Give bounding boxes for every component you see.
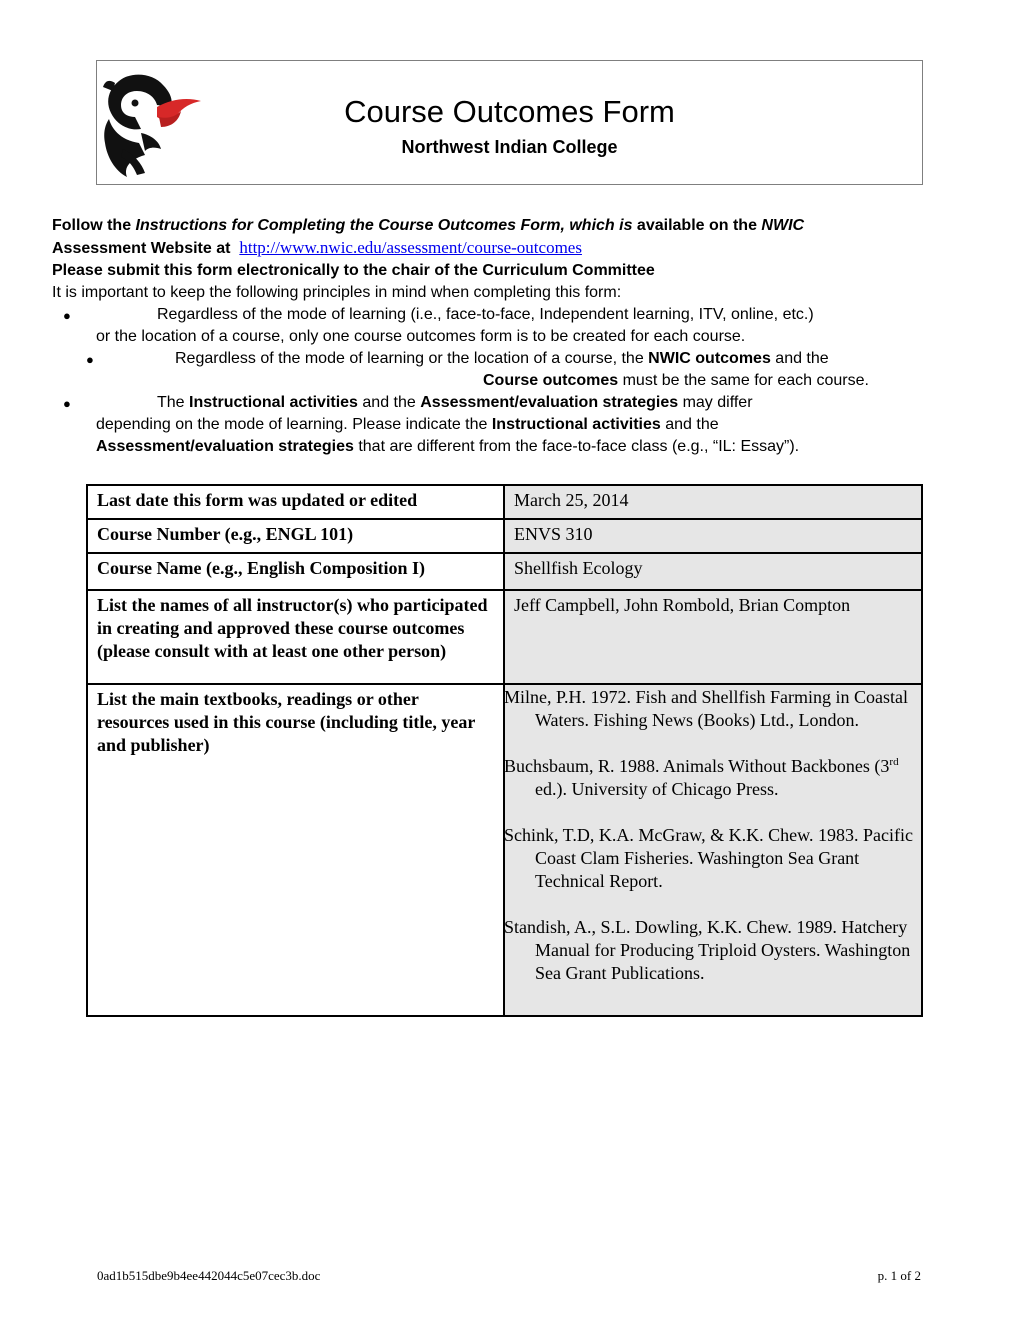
page-title: Course Outcomes Form bbox=[344, 94, 675, 129]
table-row bbox=[87, 485, 922, 519]
table-row bbox=[87, 519, 922, 553]
table-row bbox=[87, 590, 922, 684]
reference-item: Schink, T.D, K.A. McGraw, & K.K. Chew. 1983. Pacific Coast Clam Fisheries. Washington Sea Grant Technical Report. bbox=[504, 825, 913, 891]
assessment-website-link[interactable]: http://www.nwic.edu/assessment/course-outcomes bbox=[239, 238, 582, 257]
textbooks-label: List the main textbooks, readings or other resources used in this course (including title, year and publisher) bbox=[87, 684, 504, 1016]
footer-filename: 0ad1b515dbe9b4ee442044c5e07cec3b.doc bbox=[97, 1268, 321, 1283]
bullet-icon: ● bbox=[86, 352, 94, 367]
course-info-table bbox=[86, 484, 923, 1017]
course-number-value[interactable]: ENVS 310 bbox=[504, 519, 922, 553]
principles-intro: It is important to keep the following principles in mind when completing this form: bbox=[52, 284, 622, 301]
course-number-label: Course Number (e.g., ENGL 101) bbox=[87, 519, 504, 553]
submit-instructions: Please submit this form electronically to the chair of the Curriculum Committee bbox=[52, 262, 655, 279]
reference-item: Milne, P.H. 1972. Fish and Shellfish Farming in Coastal Waters. Fishing News (Books) Ltd., London. bbox=[504, 687, 909, 730]
principle-item-2: ● Regardless of the mode of learning or the location of a course, the NWIC outcomes and the Course outcomes must be the same for each course. bbox=[86, 350, 869, 389]
last-updated-label: Last date this form was updated or edited bbox=[87, 485, 504, 519]
table-row bbox=[87, 553, 922, 590]
course-name-label: Course Name (e.g., English Composition I) bbox=[87, 553, 504, 590]
reference-item: Buchsbaum, R. 1988. Animals Without Backbones (3rd ed.). University of Chicago Press. bbox=[504, 756, 899, 799]
instructions-section bbox=[52, 215, 932, 458]
instructors-value[interactable]: Jeff Campbell, John Rombold, Brian Compton bbox=[504, 590, 922, 684]
instructions-line-1: Follow the Instructions for Completing the Course Outcomes Form, which is available on the NWIC bbox=[52, 217, 805, 234]
footer-page-number: p. 1 of 2 bbox=[877, 1268, 921, 1283]
reference-item: Standish, A., S.L. Dowling, K.K. Chew. 1989. Hatchery Manual for Producing Triploid Oysters. Washington Sea Grant Publications. bbox=[504, 917, 911, 983]
page-subtitle: Northwest Indian College bbox=[401, 137, 618, 157]
principle-item-3: ● The Instructional activities and the Assessment/evaluation strategies may differ depending on the mode of learning. Please indicate the Instructional activities and the Assessment/evaluation strategies that are different from the face-to-face class (e.g., “IL: Essay”). bbox=[63, 394, 800, 455]
bullet-icon: ● bbox=[63, 396, 71, 411]
header-box bbox=[96, 60, 923, 185]
textbooks-value[interactable] bbox=[504, 684, 922, 1016]
last-updated-value[interactable]: March 25, 2014 bbox=[504, 485, 922, 519]
instructions-line-2: Assessment Website at http://www.nwic.edu/assessment/course-outcomes bbox=[52, 238, 582, 257]
table-row bbox=[87, 684, 922, 1016]
course-name-value[interactable]: Shellfish Ecology bbox=[504, 553, 922, 590]
bullet-icon: ● bbox=[63, 308, 71, 323]
principle-item-1: ● Regardless of the mode of learning (i.e., face-to-face, Independent learning, ITV, online, etc.) or the location of a course, only one course outcomes form is to be created for each course. bbox=[63, 306, 814, 345]
instructors-label: List the names of all instructor(s) who participated in creating and approved these course outcomes (please consult with at least one other person) bbox=[87, 590, 504, 684]
